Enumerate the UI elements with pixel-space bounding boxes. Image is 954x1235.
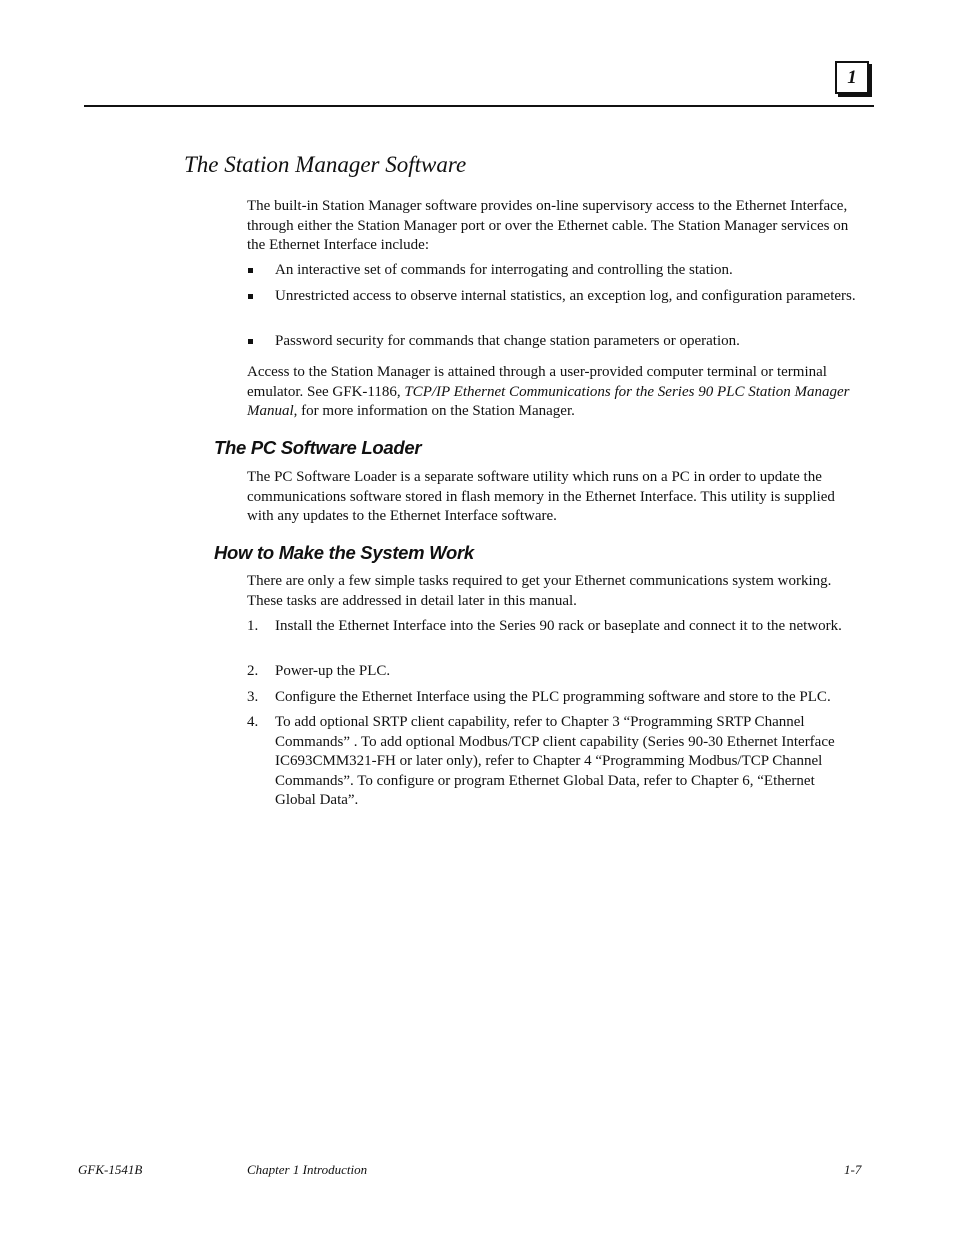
step-text: Install the Ethernet Interface into the Series 90 rack or baseplate and connect it to the network. <box>275 618 842 634</box>
list-item-text: Password security for commands that change station parameters or operation. <box>275 333 740 349</box>
footer-doc-id: GFK-1541B <box>78 1162 143 1177</box>
step-number: 2. <box>247 663 259 679</box>
pc-loader-body: The PC Software Loader is a separate software utility which runs on a PC in order to update the communications software stored in flash memory in the Ethernet Interface. This utility is supplied with any updates to the Ethernet Interface software. <box>247 469 835 525</box>
list-item <box>247 688 857 708</box>
step-number: 4. <box>247 714 259 730</box>
station-manager-intro: The built-in Station Manager software provides on-line supervisory access to the Ethernet Interface, through either the Station Manager port or over the Ethernet cable. The Station Manager services on the Ethernet Interface include: <box>247 198 849 254</box>
station-manager-access-paragraph <box>247 363 857 422</box>
bullet-icon <box>248 294 253 299</box>
bullet-icon <box>248 339 253 344</box>
manual-reference: TCP/IP Ethernet Communications for the Series 90 PLC Station Manager Manual <box>247 383 850 420</box>
header-rule <box>84 105 874 107</box>
section-title-system-work: How to Make the System Work <box>214 542 474 563</box>
step-text: To add optional SRTP client capability, refer to Chapter 3 “Programming SRTP Channel Commands” . To add optional Modbus/TCP client capability (Series 90-30 Ethernet Interface IC693CMM321-FH or later only), refer to Chapter 4 “Programming Modbus/TCP Channel Commands”. To configure or program Ethernet Global Data, refer to Chapter 6, “Ethernet Global Data”. <box>275 714 835 809</box>
step-number: 1. <box>247 618 259 634</box>
bullet-icon <box>248 268 253 273</box>
list-item <box>247 287 857 307</box>
list-item <box>247 662 857 682</box>
footer-chapter: Chapter 1 Introduction <box>247 1162 368 1177</box>
list-item <box>247 261 857 281</box>
step-text: Power-up the PLC. <box>275 663 391 679</box>
list-item <box>247 332 857 352</box>
step-text: Configure the Ethernet Interface using the PLC programming software and store to the PLC. <box>275 689 831 705</box>
section-title-station-manager: The Station Manager Software <box>184 152 467 177</box>
chapter-number-tab: 1 <box>835 61 869 94</box>
system-work-intro: There are only a few simple tasks required to get your Ethernet communications system working. These tasks are addressed in detail later in this manual. <box>247 573 832 609</box>
section-title-pc-loader: The PC Software Loader <box>214 437 422 458</box>
list-item <box>247 713 857 811</box>
footer-page-number: 1-7 <box>844 1162 862 1177</box>
access-text-pre: Access to the Station Manager is attained through a user-provided computer terminal or terminal emulator. See GFK-1186, <box>247 364 827 400</box>
list-item-text: An interactive set of commands for interrogating and controlling the station. <box>275 262 733 278</box>
access-text-post: , for more information on the Station Manager. <box>293 403 575 420</box>
step-number: 3. <box>247 689 259 705</box>
list-item <box>247 617 857 637</box>
list-item-text: Unrestricted access to observe internal statistics, an exception log, and configuration parameters. <box>275 288 856 304</box>
